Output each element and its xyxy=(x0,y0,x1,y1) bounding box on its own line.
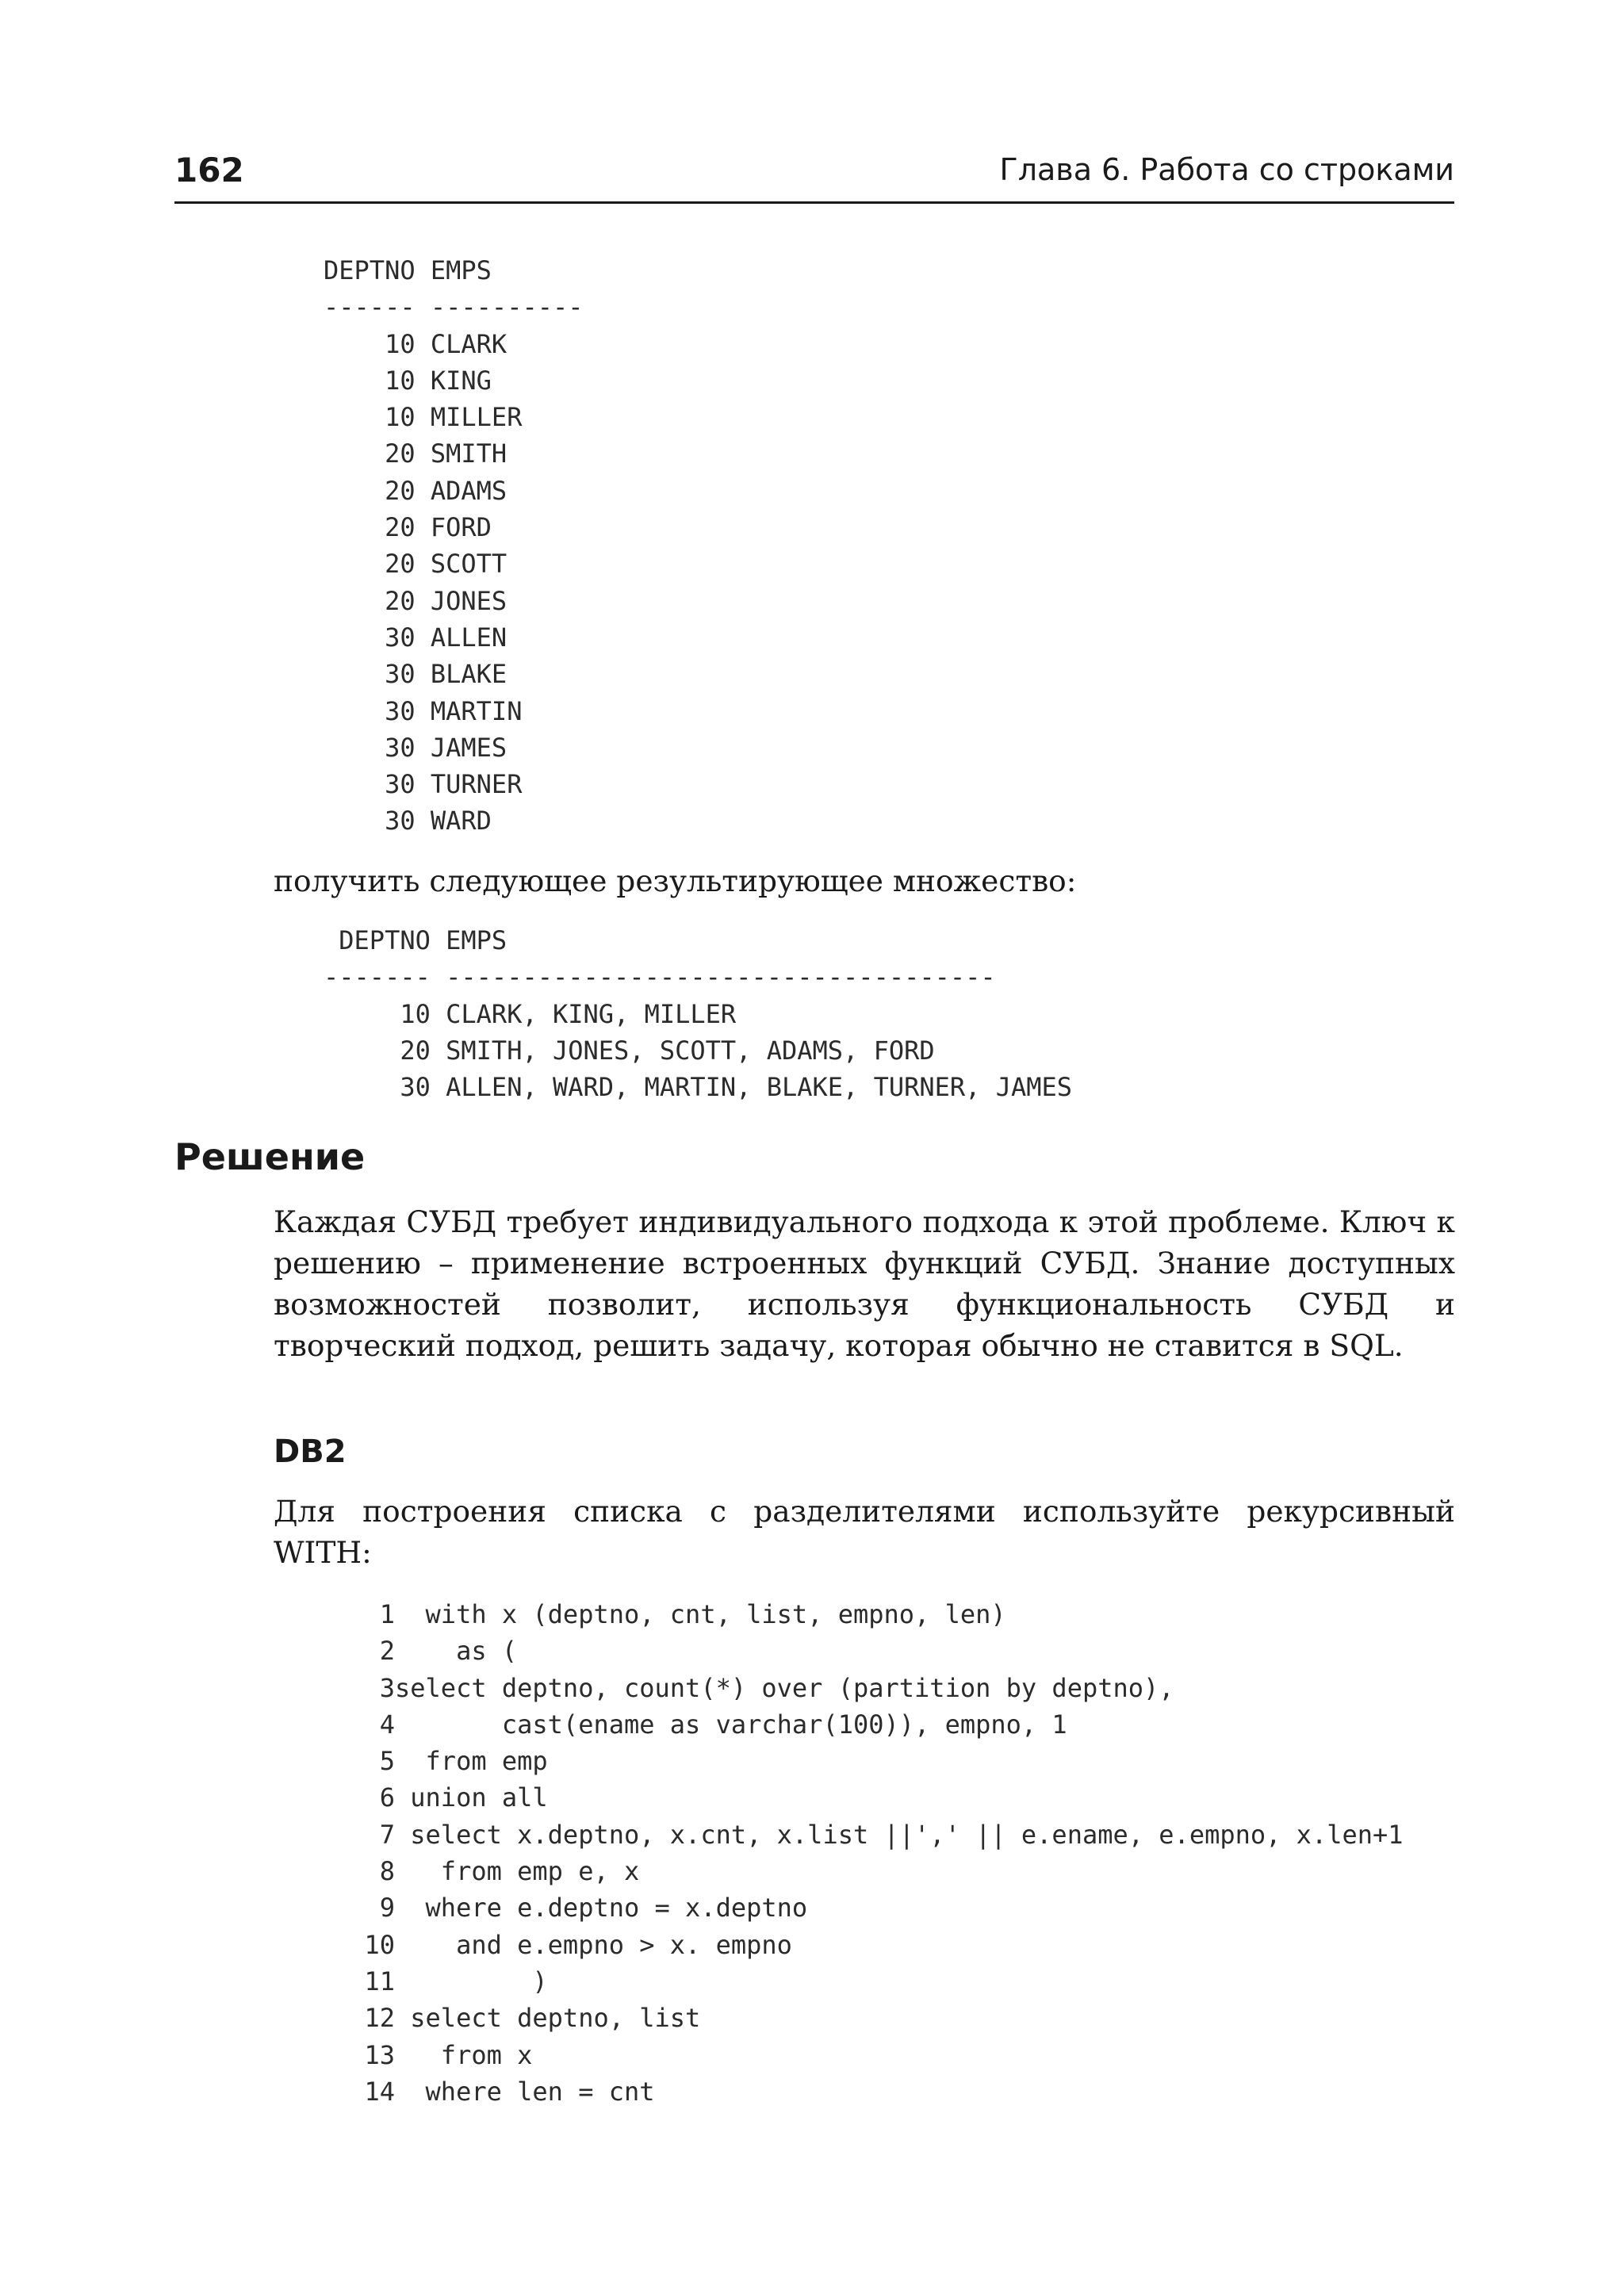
listing-line xyxy=(324,1853,1404,1889)
listing-line xyxy=(324,1670,1404,1706)
page-header xyxy=(174,141,1454,204)
code-line: 30 MARTIN xyxy=(324,695,523,726)
listing-line xyxy=(324,1927,1404,1963)
listing-line xyxy=(324,1779,1404,1816)
line-code: where e.deptno = x.deptno xyxy=(395,1893,808,1924)
page-number: 162 xyxy=(174,151,244,189)
code-line: 10 CLARK xyxy=(324,328,508,359)
code-line: 10 MILLER xyxy=(324,402,523,433)
code-line: ------- ------------------------------------ xyxy=(324,962,996,993)
line-code: from emp e, x xyxy=(395,1856,640,1887)
listing-line xyxy=(324,2000,1404,2036)
line-number: 10 xyxy=(364,1929,395,1960)
line-number: 9 xyxy=(379,1893,395,1924)
code-line: 20 JONES xyxy=(324,585,508,616)
listing-line xyxy=(324,1889,1404,1926)
code-line: DEPTNO EMPS xyxy=(324,255,492,285)
line-code: select x.deptno, x.cnt, x.list ||',' || e.ename, e.empno, x.len+1 xyxy=(395,1819,1404,1850)
line-code: select deptno, count(*) over (partition by deptno), xyxy=(395,1672,1174,1703)
line-number: 1 xyxy=(379,1599,395,1629)
result-table-output xyxy=(324,922,1072,1105)
line-code: from x xyxy=(395,2039,533,2070)
code-line: 20 SMITH, JONES, SCOTT, ADAMS, FORD xyxy=(324,1035,935,1066)
line-number: 2 xyxy=(379,1636,395,1667)
intro-paragraph: получить следующее результирующее множество: xyxy=(274,863,1077,898)
listing-line xyxy=(324,1706,1404,1743)
code-line: 30 BLAKE xyxy=(324,659,508,690)
line-number: 14 xyxy=(364,2076,395,2107)
line-code: where len = cnt xyxy=(395,2076,655,2107)
listing-line xyxy=(324,1816,1404,1853)
line-code: as ( xyxy=(395,1636,518,1667)
code-line: 30 ALLEN, WARD, MARTIN, BLAKE, TURNER, JAMES xyxy=(324,1072,1073,1103)
code-line: 30 JAMES xyxy=(324,732,508,763)
source-table-output xyxy=(324,252,584,840)
subsection-heading-db2: DB2 xyxy=(274,1434,347,1470)
listing-line xyxy=(324,1596,1404,1633)
line-number: 13 xyxy=(364,2039,395,2070)
line-code: ) xyxy=(395,1966,548,1996)
code-line: 20 FORD xyxy=(324,512,492,543)
code-line: 30 ALLEN xyxy=(324,622,508,653)
line-code: cast(ename as varchar(100)), empno, 1 xyxy=(395,1709,1067,1740)
line-number: 3 xyxy=(379,1672,395,1703)
code-line: 20 SMITH xyxy=(324,438,508,469)
line-number: 8 xyxy=(379,1856,395,1887)
sql-listing xyxy=(324,1596,1404,2110)
line-code: and e.empno > x. empno xyxy=(395,1929,792,1960)
code-line: 20 SCOTT xyxy=(324,549,508,580)
code-line: DEPTNO EMPS xyxy=(324,925,508,955)
code-line: 10 KING xyxy=(324,365,492,396)
db2-paragraph: Для построения списка с разделителями используйте рекурсивный WITH: xyxy=(274,1494,1455,1570)
running-title: Глава 6. Работа со строками xyxy=(999,152,1454,187)
listing-line xyxy=(324,2073,1404,2110)
section-heading-solution: Решение xyxy=(174,1135,366,1178)
listing-line xyxy=(324,2037,1404,2073)
code-line: 10 CLARK, KING, MILLER xyxy=(324,998,737,1029)
line-code: from emp xyxy=(395,1746,548,1777)
line-number: 12 xyxy=(364,2003,395,2034)
line-code: with x (deptno, cnt, list, empno, len) xyxy=(395,1599,1006,1629)
line-number: 5 xyxy=(379,1746,395,1777)
solution-paragraph: Каждая СУБД требует индивидуального подхода к этой проблеме. Ключ к решению – применение встроенных функций СУБД. Знание доступных возможностей позволит, используя функциональность СУБД и творческий подход, решить задачу, которая обычно не ставится в SQL. xyxy=(274,1204,1455,1363)
listing-line xyxy=(324,1633,1404,1669)
line-code: union all xyxy=(395,1782,548,1813)
line-code: select deptno, list xyxy=(395,2003,701,2034)
line-number: 4 xyxy=(379,1709,395,1740)
code-line: 30 WARD xyxy=(324,806,492,836)
code-line: 30 TURNER xyxy=(324,769,523,800)
listing-line xyxy=(324,1963,1404,2000)
code-line: 20 ADAMS xyxy=(324,475,508,506)
line-number: 7 xyxy=(379,1819,395,1850)
line-number: 6 xyxy=(379,1782,395,1813)
code-line: ------ ---------- xyxy=(324,292,584,323)
line-number: 11 xyxy=(364,1966,395,1996)
listing-line xyxy=(324,1743,1404,1779)
